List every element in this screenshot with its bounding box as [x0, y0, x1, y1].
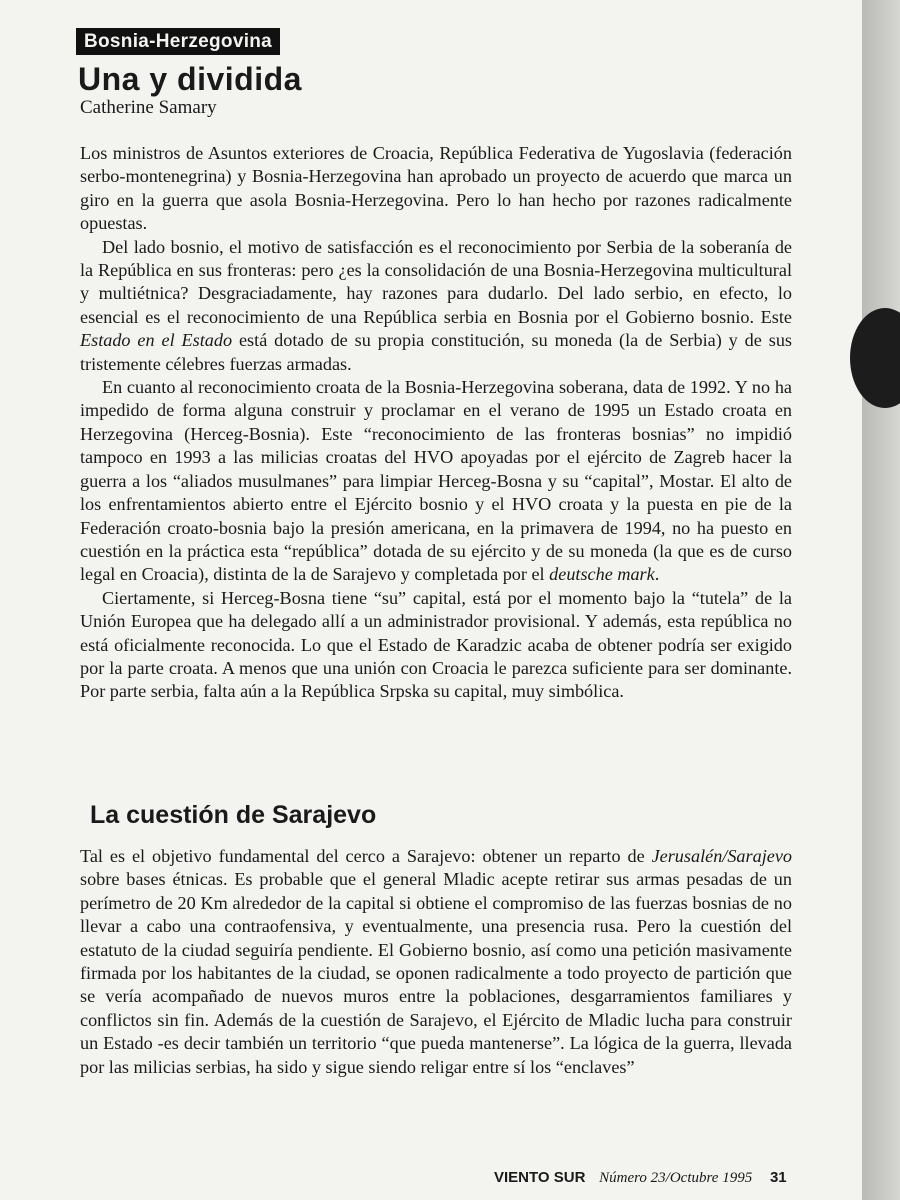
issue-info: Número 23/Octubre 1995 [599, 1170, 753, 1186]
section-tag: Bosnia-Herzegovina [76, 28, 280, 55]
paragraph [80, 236, 792, 376]
text-run: está dotado de su propia constitución, su moneda (la de Serbia) y de sus tristemente célebres fuerzas armadas. [80, 330, 792, 374]
paragraph [80, 376, 792, 587]
next-page-edge [862, 0, 900, 1200]
article-title: Una y dividida [78, 61, 302, 97]
paragraph [80, 845, 792, 1079]
page-footer [494, 1168, 787, 1188]
paragraph: Los ministros de Asuntos exteriores de Croacia, República Federativa de Yugoslavia (federación serbo-montenegrina) y Bosnia-Herzegovina han aprobado un proyecto de acuerdo que marca un giro en la guerra que asola Bosnia-Herzegovina. Pero lo han hecho por razones radicalmente opuestas. [80, 143, 792, 234]
text-run: sobre bases étnicas. Es probable que el general Mladic acepte retirar sus armas pesadas de un perímetro de 20 Km alrededor de la capital si obtiene el compromiso de las fuerzas bosnias de no llevar a cabo una contraofensiva, y eventualmente, una presencia rusa. Pero la cuestión del estatuto de la ciudad seguiría pendiente. El Gobierno bosnio, así como una petición masivamente firmada por los habitantes de la ciudad, se oponen radicalmente a todo proyecto de partición que se vería acompañado de nuevos muros entre la poblaciones, desgarramientos familiares y conflictos sin fin. Además de la cuestión de Sarajevo, el Ejército de Mladic lucha para construir un Estado -es decir también un territorio “que pueda mantenerse”. La lógica de la guerra, llevada por las milicias serbias, ha sido y sigue siendo religar entre sí los “enclaves” [80, 869, 792, 1077]
page-number: 31 [769, 1169, 787, 1186]
text-run: . [654, 564, 660, 585]
section-subhead: La cuestión de Sarajevo [90, 801, 377, 829]
italic-run: Estado en el Estado [80, 330, 233, 351]
paragraph: Ciertamente, si Herceg-Bosna tiene “su” capital, está por el momento bajo la “tutela” de la Unión Europea que ha delegado allí a un administrador provisional. Y además, esta república no está oficialmente reconocida. Lo que el Estado de Karadzic acaba de obtener podría ser exigido por la parte croata. A menos que una unión con Croacia le parezca suficiente para ser dominante. Por parte serbia, falta aún a la República Srpska su capital, muy simbólica. [80, 587, 792, 702]
text-run: Del lado bosnio, el motivo de satisfacción es el reconocimiento por Serbia de la soberanía de la República en sus fronteras: pero ¿es la consolidación de una Bosnia-Herzegovina multicultural y multiétnica? Desgraciadamente, hay razones para dudarlo. Del lado serbio, en efecto, lo esencial es el reconocimiento de una República serbia en Bosnia por el Gobierno bosnio. Este [80, 236, 792, 327]
magazine-name: VIENTO SUR [494, 1169, 586, 1186]
article-body-part-2 [80, 845, 792, 1079]
article-body-part-1 [80, 142, 792, 704]
text-run: En cuanto al reconocimiento croata de la Bosnia-Herzegovina soberana, data de 1992. Y no ha impedido de forma alguna construir y proclamar en el verano de 1995 un Estado croata en Herzegovina (Herceg-Bosnia). Este “reconocimiento de las fronteras bosnias” no impidió tampoco en 1993 a las milicias croatas del HVO apoyadas por el ejército de Zagreb hacer la guerra a los “aliados musulmanes” para limpiar Herceg-Bosna y su “capital”, Mostar. El alto de los enfrentamientos abierto entre el Ejército bosnio y el HVO croata y la puesta en pie de la Federación croato-bosnia bajo la presión americana, en la primavera de 1994, no ha puesto en cuestión en la práctica esta “república” dotada de su ejército y de su moneda (la que es de curso legal en Croacia), distinta de la de Sarajevo y completada por el [80, 377, 792, 585]
text-run: Tal es el objetivo fundamental del cerco a Sarajevo: obtener un reparto de [80, 846, 652, 866]
italic-run: Jerusalén/Sarajevo [651, 846, 792, 866]
italic-run: deutsche mark [549, 564, 655, 585]
article-author: Catherine Samary [80, 97, 217, 118]
